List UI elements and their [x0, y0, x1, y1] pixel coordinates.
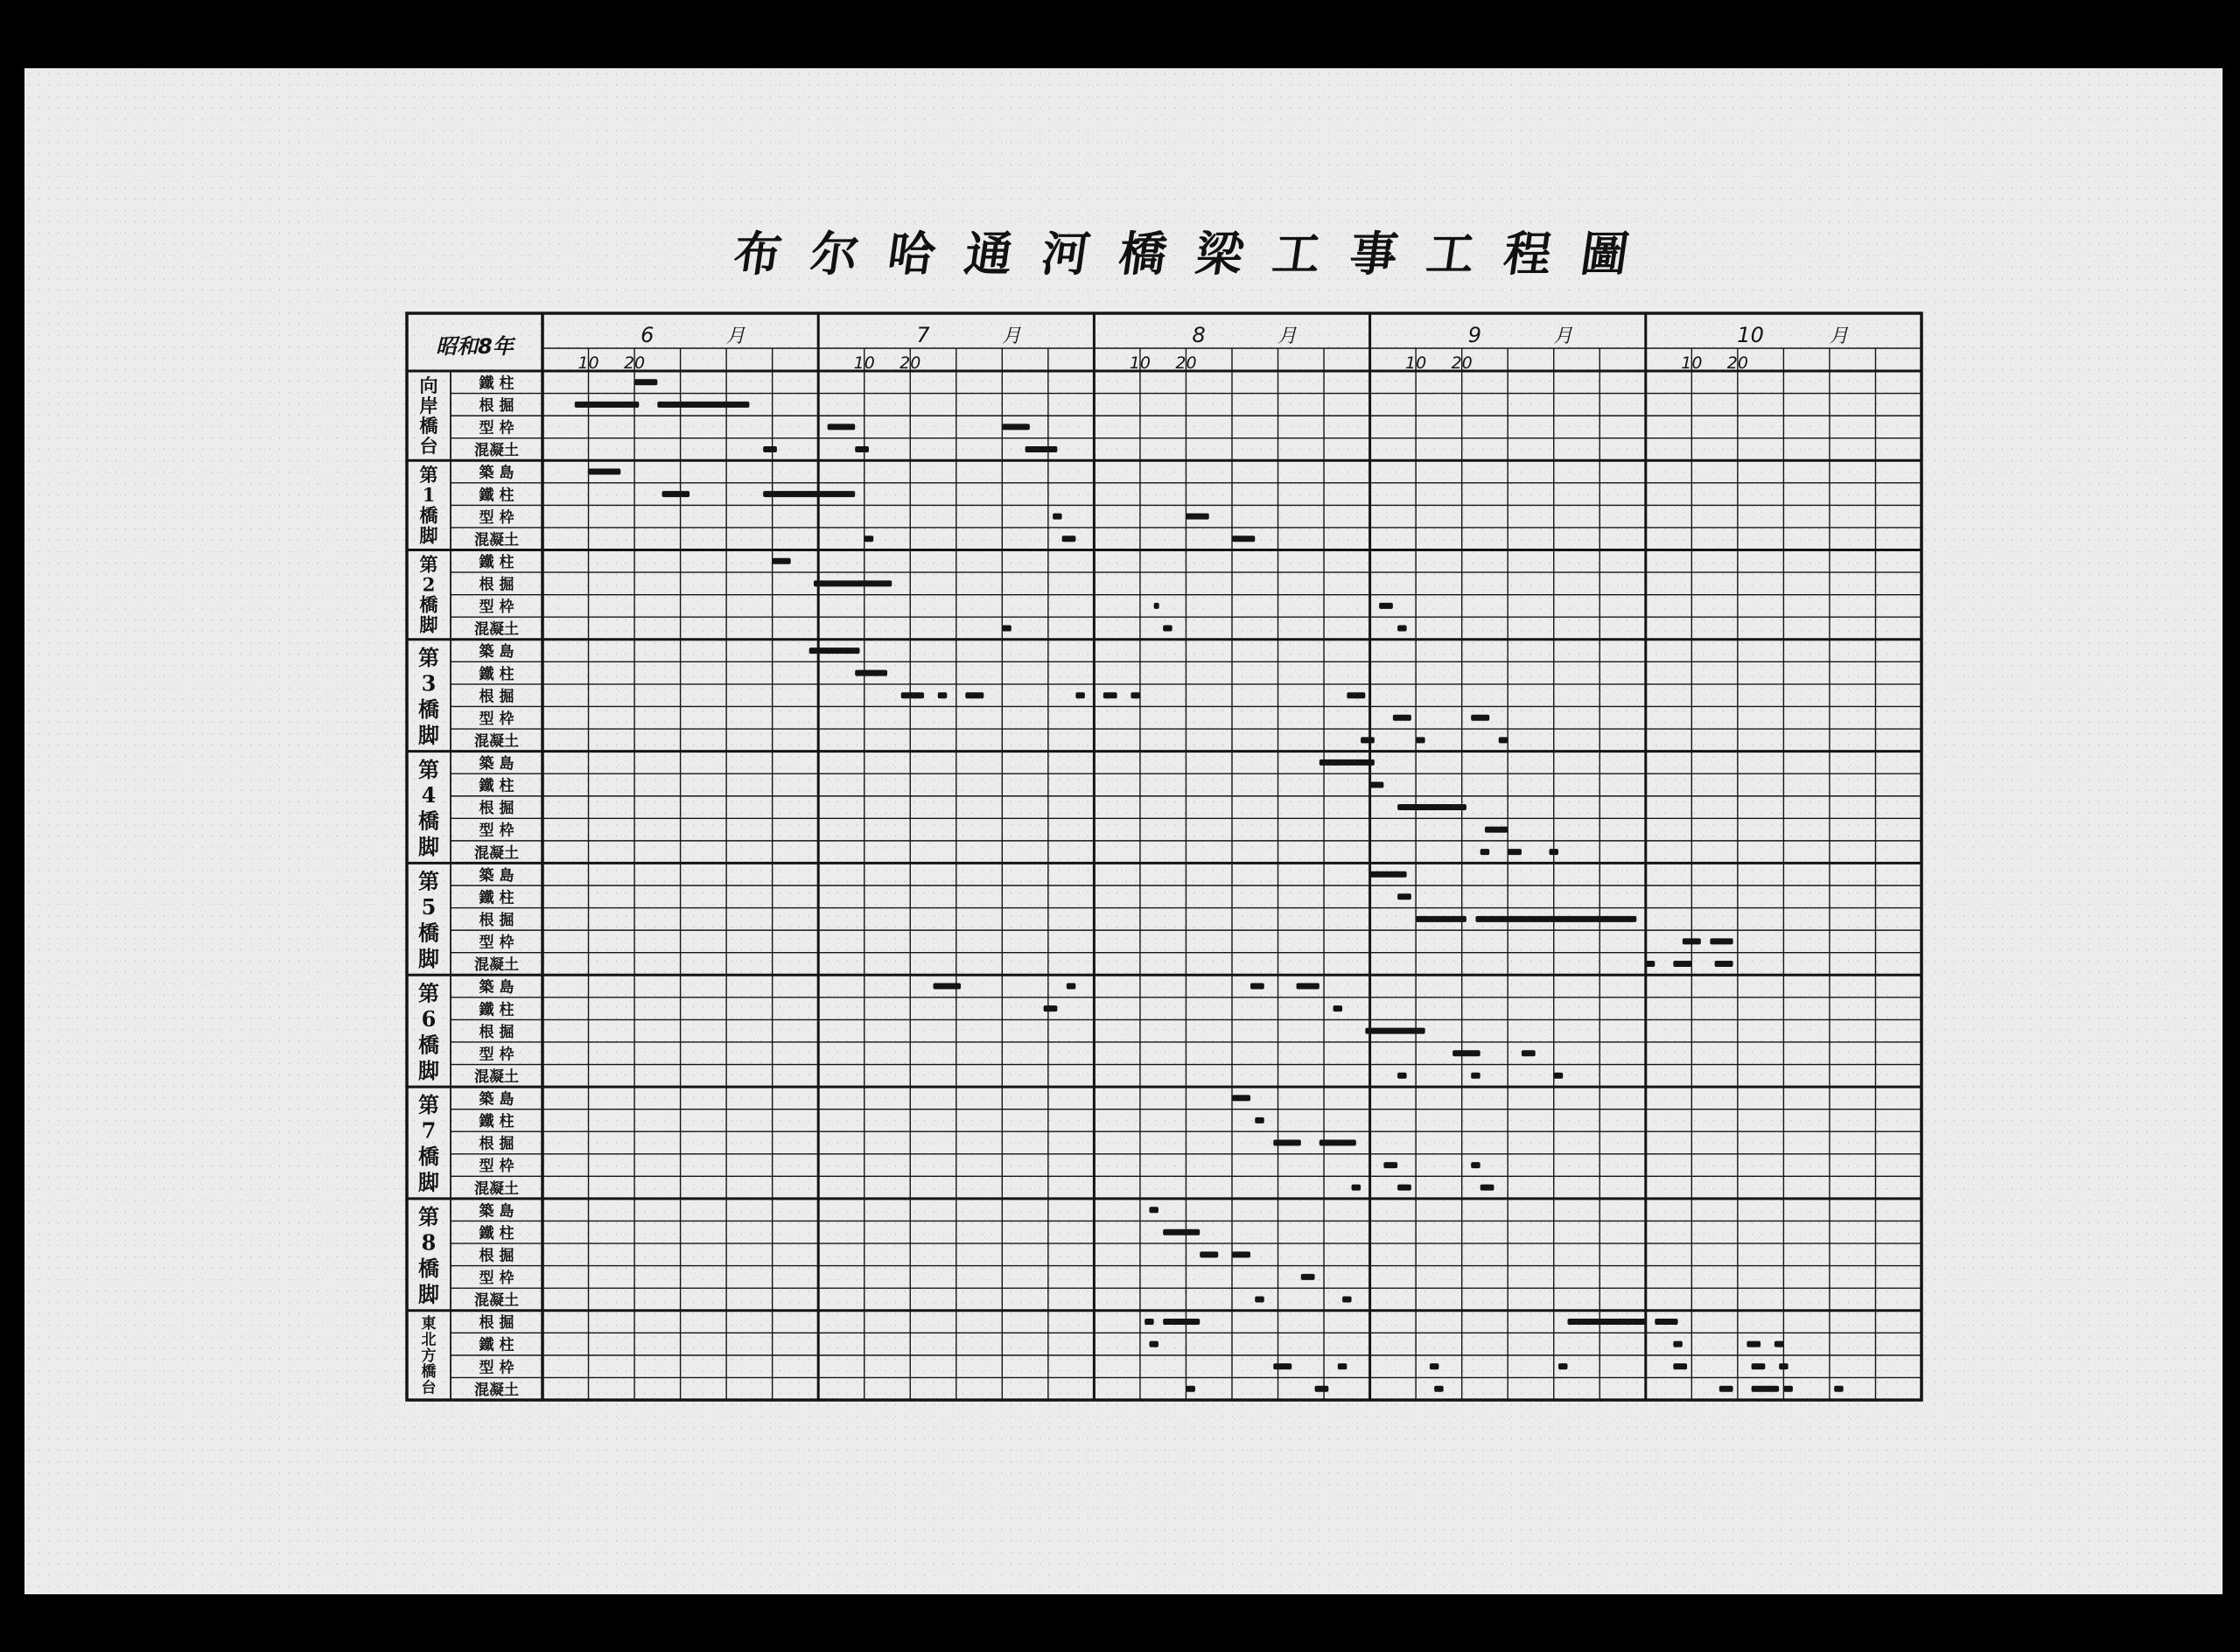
schedule-bar — [1062, 536, 1076, 542]
schedule-bar — [1163, 626, 1172, 632]
schedule-bar — [1485, 827, 1508, 833]
schedule-bar — [814, 580, 892, 586]
group-name-char: 第 — [419, 554, 438, 577]
schedule-bar — [809, 648, 860, 654]
task-label: 鐵 柱 — [479, 889, 514, 907]
group-name-char: 4 — [421, 782, 437, 808]
schedule-bar — [1232, 1251, 1250, 1257]
day-tick-label: 20 — [1451, 354, 1473, 373]
schedule-bar — [1320, 760, 1375, 766]
schedule-bar — [934, 984, 962, 990]
schedule-bar — [1480, 1185, 1494, 1191]
schedule-bar — [938, 692, 948, 698]
schedule-bar — [1393, 715, 1411, 721]
task-label: 型 枠 — [479, 598, 514, 617]
schedule-bar — [1149, 1207, 1158, 1213]
schedule-bar — [1365, 1028, 1424, 1034]
task-label: 根 掘 — [479, 576, 514, 594]
schedule-bar — [657, 402, 749, 408]
schedule-bar — [1430, 1363, 1439, 1369]
task-label: 混凝土 — [474, 531, 519, 550]
schedule-bar — [1719, 1386, 1733, 1392]
task-label: 築 島 — [479, 755, 514, 774]
schedule-bar — [1549, 849, 1558, 855]
schedule-bar — [1397, 1073, 1407, 1079]
task-label: 混凝土 — [474, 844, 519, 863]
schedule-bar — [1347, 692, 1365, 698]
group-name-char: 脚 — [418, 1281, 439, 1307]
schedule-bar — [1370, 872, 1407, 878]
schedule-bar — [1379, 603, 1393, 609]
month-label: 9 — [1467, 323, 1482, 347]
group-name-char: 脚 — [418, 1057, 439, 1083]
group-name-char: 橋 — [421, 1363, 437, 1382]
task-label: 根 掘 — [479, 800, 514, 818]
day-tick-label: 10 — [1405, 354, 1427, 373]
task-label: 築 島 — [479, 1202, 514, 1221]
month-label: 8 — [1192, 323, 1206, 347]
schedule-bar — [1370, 781, 1384, 788]
task-label: 型 枠 — [479, 1046, 514, 1064]
group-name-char: 台 — [419, 436, 438, 458]
schedule-bar — [1002, 424, 1030, 430]
schedule-bar — [1163, 1319, 1200, 1325]
schedule-bar — [589, 469, 621, 475]
day-tick-label: 20 — [900, 354, 921, 373]
schedule-bar — [1232, 536, 1255, 542]
group-name-char: 第 — [418, 1204, 439, 1230]
group-name-char: 8 — [421, 1229, 437, 1256]
schedule-bar — [1554, 1073, 1564, 1079]
schedule-bar — [1200, 1251, 1218, 1257]
schedule-bar — [1471, 1073, 1480, 1079]
group-name-char: 第 — [419, 465, 438, 487]
group-name-char: 第 — [418, 1092, 439, 1118]
schedule-bar — [1186, 1386, 1195, 1392]
month-unit: 月 — [1829, 326, 1849, 347]
schedule-bar — [1361, 737, 1375, 743]
task-label: 根 掘 — [479, 396, 514, 415]
schedule-bar — [1397, 1185, 1411, 1191]
task-label: 型 枠 — [479, 508, 514, 527]
schedule-bar — [1715, 961, 1733, 967]
task-label: 鐵 柱 — [479, 1336, 514, 1354]
group-name-char: 第 — [418, 868, 439, 894]
group-name-char: 脚 — [418, 945, 439, 971]
schedule-bar — [864, 536, 874, 542]
schedule-bar — [773, 558, 791, 564]
schedule-bar — [1342, 1296, 1352, 1302]
schedule-bar — [1673, 1363, 1687, 1369]
task-label: 鐵 柱 — [479, 374, 514, 393]
task-label: 型 枠 — [479, 419, 514, 438]
month-label: 6 — [640, 323, 654, 347]
schedule-bar — [855, 670, 887, 676]
task-label: 混凝土 — [474, 732, 519, 751]
task-label: 鐵 柱 — [479, 486, 514, 505]
group-name-char: 台 — [421, 1379, 437, 1397]
day-tick-label: 20 — [623, 354, 646, 373]
schedule-bar — [1255, 1296, 1264, 1302]
schedule-bar — [1338, 1363, 1348, 1369]
schedule-bar — [1103, 692, 1117, 698]
schedule-bar — [1397, 626, 1407, 632]
group-name-char: 橋 — [418, 696, 439, 722]
task-label: 鐵 柱 — [479, 1113, 514, 1131]
schedule-bar — [1255, 1117, 1264, 1124]
schedule-bar — [1334, 1005, 1343, 1012]
schedule-bar — [1352, 1185, 1362, 1191]
schedule-bar — [763, 446, 777, 452]
schedule-bar — [1508, 849, 1522, 855]
schedule-bar — [763, 491, 855, 497]
task-label: 混凝土 — [474, 1381, 519, 1399]
task-label: 鐵 柱 — [479, 1001, 514, 1019]
schedule-bar — [1646, 961, 1656, 967]
task-label: 型 枠 — [479, 822, 514, 840]
schedule-bar — [1471, 1162, 1480, 1168]
schedule-bar — [1416, 737, 1425, 743]
month-unit: 月 — [1001, 326, 1021, 347]
day-tick-label: 20 — [1726, 354, 1748, 373]
schedule-bar — [1273, 1363, 1292, 1369]
schedule-bar — [1567, 1319, 1645, 1325]
group-name-char: 橋 — [418, 808, 439, 834]
group-name-char: 北 — [421, 1331, 437, 1349]
schedule-bar — [1026, 446, 1058, 452]
schedule-bar — [1752, 1363, 1766, 1369]
group-name-char: 橋 — [419, 594, 438, 617]
task-label: 混凝土 — [474, 620, 519, 639]
task-label: 型 枠 — [479, 1270, 514, 1288]
task-label: 根 掘 — [479, 688, 514, 706]
task-label: 型 枠 — [479, 934, 514, 952]
schedule-bar — [575, 402, 640, 408]
task-label: 築 島 — [479, 1090, 514, 1109]
schedule-bar — [1558, 1363, 1568, 1369]
schedule-bar — [1163, 1229, 1200, 1236]
schedule-bar — [1075, 692, 1085, 698]
schedule-bar — [1434, 1386, 1444, 1392]
schedule-bar — [1273, 1140, 1301, 1146]
schedule-bar — [1752, 1386, 1780, 1392]
day-tick-label: 10 — [578, 354, 599, 373]
task-label: 混凝土 — [474, 1180, 519, 1198]
schedule-bar — [1673, 961, 1691, 967]
schedule-bar — [1144, 1319, 1154, 1325]
schedule-bar — [828, 424, 856, 430]
schedule-bar — [1673, 1341, 1683, 1348]
schedule-bar — [1471, 715, 1489, 721]
task-label: 鐵 柱 — [479, 665, 514, 683]
group-name-char: 5 — [421, 894, 437, 920]
month-unit: 月 — [1278, 326, 1298, 347]
schedule-bar — [1232, 1095, 1250, 1101]
schedule-bar — [1315, 1386, 1329, 1392]
schedule-bar — [1779, 1363, 1788, 1369]
schedule-bar — [1746, 1341, 1760, 1348]
group-name-char: 東 — [421, 1314, 437, 1333]
group-name-char: 向 — [419, 374, 438, 397]
group-name-char: 岸 — [419, 395, 438, 417]
schedule-bar — [1320, 1140, 1356, 1146]
corner-label: 昭和8年 — [436, 334, 514, 359]
schedule-bar — [1154, 603, 1159, 609]
group-name-char: 2 — [422, 574, 436, 597]
schedule-bar — [1475, 916, 1636, 922]
month-label: 10 — [1737, 323, 1764, 347]
schedule-bar — [1655, 1319, 1677, 1325]
schedule-bar — [855, 446, 869, 452]
group-name-char: 第 — [418, 980, 439, 1006]
group-name-char: 1 — [422, 485, 436, 508]
task-label: 築 島 — [479, 464, 514, 482]
schedule-bar — [1186, 514, 1208, 520]
task-label: 築 島 — [479, 866, 514, 885]
group-name-char: 6 — [421, 1005, 437, 1032]
task-label: 築 島 — [479, 978, 514, 997]
group-name-char: 橋 — [419, 416, 438, 438]
schedule-bar — [1683, 938, 1701, 944]
group-name-char: 7 — [421, 1117, 437, 1144]
group-name-char: 方 — [421, 1347, 437, 1365]
group-name-char: 脚 — [418, 834, 439, 860]
schedule-bar — [1783, 1386, 1793, 1392]
task-label: 混凝土 — [474, 442, 519, 460]
group-name-char: 脚 — [419, 525, 438, 548]
schedule-bar — [1002, 626, 1012, 632]
day-tick-label: 10 — [853, 354, 875, 373]
schedule-bar — [1053, 514, 1062, 520]
schedule-bar — [1383, 1162, 1397, 1168]
group-name-char: 橋 — [418, 1144, 439, 1170]
task-label: 混凝土 — [474, 1292, 519, 1310]
task-label: 混凝土 — [474, 1068, 519, 1086]
day-tick-label: 10 — [1129, 354, 1152, 373]
month-unit: 月 — [1553, 326, 1573, 347]
schedule-bar — [1710, 938, 1732, 944]
schedule-bar — [634, 379, 657, 385]
group-name-char: 脚 — [418, 722, 439, 748]
task-label: 鐵 柱 — [479, 553, 514, 571]
month-unit: 月 — [725, 326, 746, 347]
schedule-bar — [1499, 737, 1508, 743]
task-label: 鐵 柱 — [479, 777, 514, 795]
day-tick-label: 10 — [1681, 354, 1703, 373]
group-name-char: 橋 — [418, 1255, 439, 1281]
schedule-bar — [1397, 804, 1466, 810]
group-name-char: 橋 — [418, 920, 439, 946]
day-tick-label: 20 — [1175, 354, 1197, 373]
schedule-bar — [1774, 1341, 1784, 1348]
schedule-bar — [965, 692, 984, 698]
task-label: 築 島 — [479, 643, 514, 662]
task-label: 鐵 柱 — [479, 1224, 514, 1242]
schedule-bar — [1067, 984, 1076, 990]
task-label: 型 枠 — [479, 710, 514, 728]
task-label: 根 掘 — [479, 911, 514, 929]
schedule-bar — [1130, 692, 1140, 698]
task-label: 根 掘 — [479, 1135, 514, 1153]
page-title: 布尔哈通河橋梁工事工程圖 — [730, 226, 1662, 282]
task-label: 根 掘 — [479, 1247, 514, 1265]
group-name-char: 橋 — [418, 1032, 439, 1058]
group-name-char: 3 — [421, 670, 437, 696]
group-name-char: 脚 — [419, 614, 438, 637]
schedule-bar — [1149, 1341, 1158, 1348]
schedule-bar — [1250, 984, 1264, 990]
schedule-bar — [901, 692, 924, 698]
schedule-bar — [662, 491, 690, 497]
task-label: 型 枠 — [479, 1359, 514, 1377]
task-label: 型 枠 — [479, 1158, 514, 1176]
schedule-bar — [1522, 1050, 1536, 1056]
task-label: 混凝土 — [474, 956, 519, 975]
group-name-char: 第 — [418, 644, 439, 670]
schedule-bar — [1044, 1005, 1058, 1012]
group-name-char: 脚 — [418, 1169, 439, 1195]
schedule-bar — [1480, 849, 1490, 855]
schedule-bar — [1416, 916, 1466, 922]
month-label: 7 — [916, 323, 930, 347]
task-label: 根 掘 — [479, 1023, 514, 1041]
group-name-char: 第 — [418, 756, 439, 782]
group-name-char: 橋 — [419, 505, 438, 528]
schedule-bar — [1834, 1386, 1844, 1392]
schedule-bar — [1297, 984, 1320, 990]
schedule-bar — [1397, 893, 1411, 900]
task-label: 根 掘 — [479, 1314, 514, 1333]
schedule-bar — [1452, 1050, 1480, 1056]
schedule-bar — [1301, 1274, 1315, 1280]
